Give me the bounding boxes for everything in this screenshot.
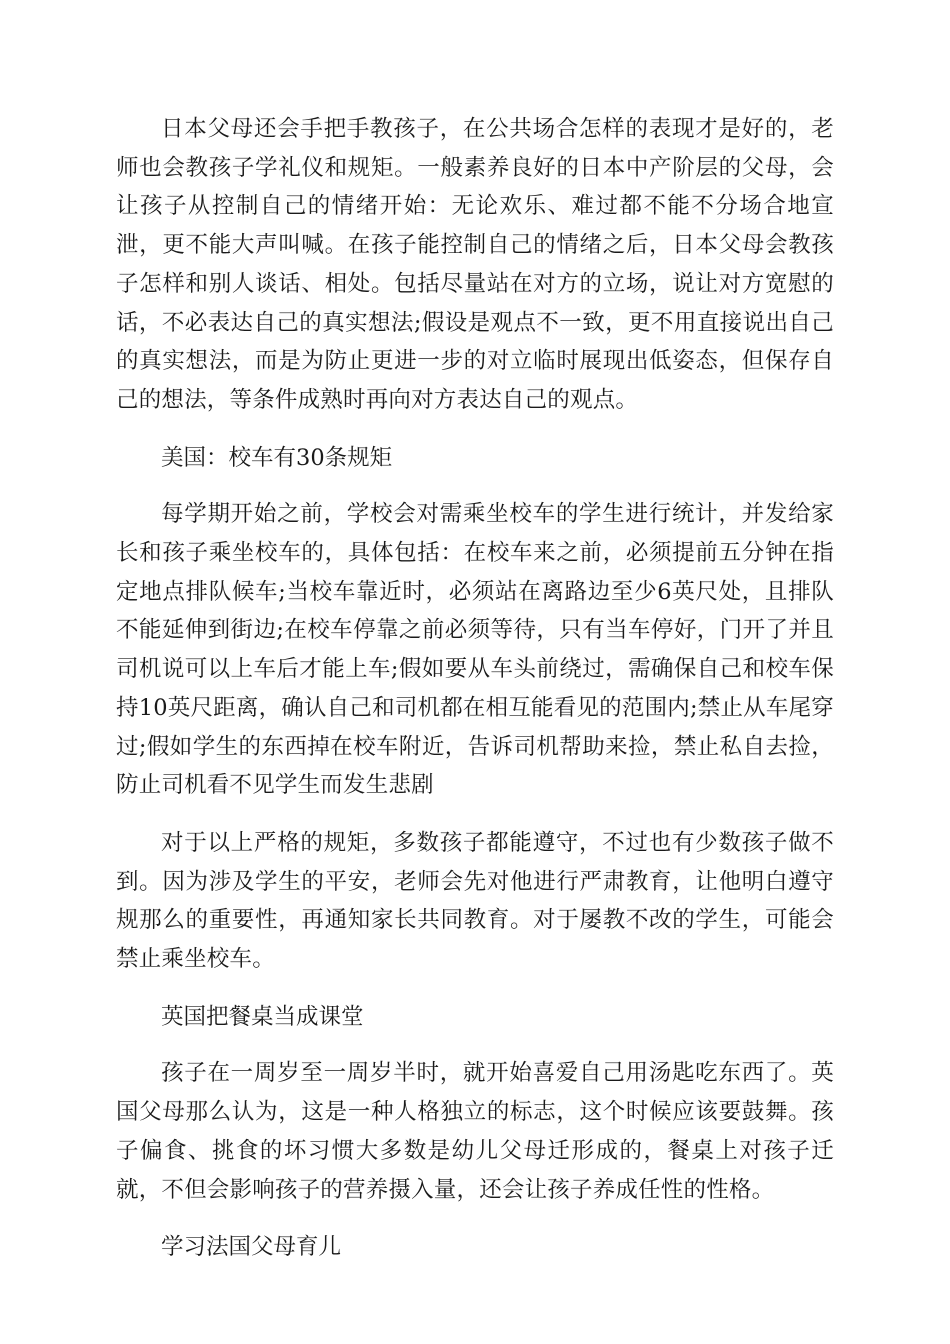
document-page [116,110,834,1285]
paragraph-school-bus-rules: 每学期开始之前，学校会对需乘坐校车的学生进行统计，并发给家长和孩子乘坐校车的，具体包括：在校车来之前，必须提前五分钟在指定地点排队候车;当校车靠近时，必须站在离路边至少6英尺处，且排队不能延伸到街边;在校车停靠之前必须等待，只有当车停好，门开了并且司机说可以上车后才能上车;假如要从车头前绕过，需确保自己和校车保持10英尺距离，确认自己和司机都在相互能看见的范围内;禁止从车尾穿过;假如学生的东西掉在校车附近，告诉司机帮助来捡，禁止私自去捡，防止司机看不见学生而发生悲剧 [116,501,834,799]
paragraph-uk-eating-habits: 孩子在一周岁至一周岁半时，就开始喜爱自己用汤匙吃东西了。英国父母那么认为，这是一种人格独立的标志，这个时候应该要鼓舞。孩子偏食、挑食的坏习惯大多数是幼儿父母迁形成的，餐桌上对孩子迁就，不但会影响孩子的营养摄入量，还会让孩子养成任性的性格。 [116,1060,834,1203]
paragraph-rule-enforcement: 对于以上严格的规矩，多数孩子都能遵守，不过也有少数孩子做不到。因为涉及学生的平安，老师会先对他进行严肃教育，让他明白遵守规那么的重要性，再通知家长共同教育。对于屡教不改的学生，可能会禁止乘坐校车。 [116,829,834,973]
heading-usa-school-bus: 美国：校车有30条规矩 [161,444,393,471]
paragraph-japan-etiquette: 日本父母还会手把手教孩子，在公共场合怎样的表现才是好的，老师也会教孩子学礼仪和规矩。一般素养良好的日本中产阶层的父母，会让孩子从控制自己的情绪开始：无论欢乐、难过都不能不分场合地宣泄，更不能大声叫喊。在孩子能控制自己的情绪之后，日本父母会教孩子怎样和别人谈话、相处。包括尽量站在对方的立场，说让对方宽慰的话，不必表达自己的真实想法;假设是观点不一致，更不用直接说出自己的真实想法，而是为防止更进一步的对立临时展现出低姿态，但保存自己的想法，等条件成熟时再向对方表达自己的观点。 [116,116,834,413]
heading-uk-dining-table: 英国把餐桌当成课堂 [161,1003,364,1030]
heading-france-parenting: 学习法国父母育儿 [161,1234,342,1261]
